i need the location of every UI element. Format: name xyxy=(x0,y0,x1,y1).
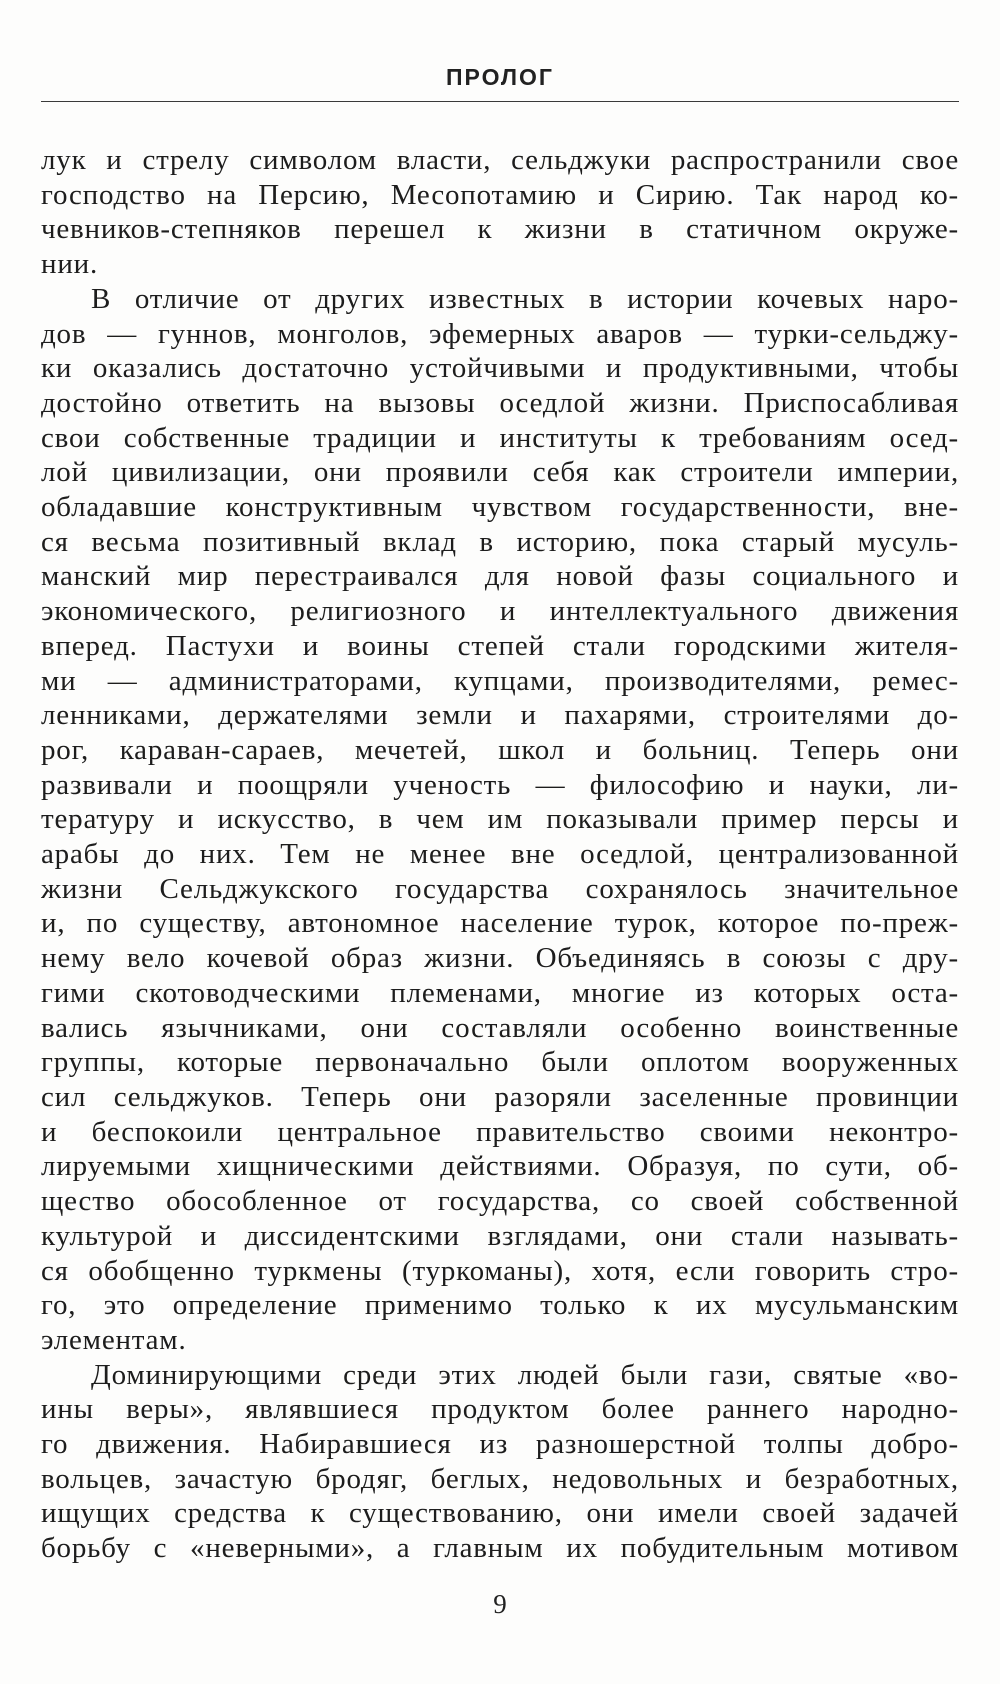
text-line: достойно ответить на вызовы оседлой жизни. Приспосабливая xyxy=(41,386,959,419)
text-line: развивали и поощряли ученость — философию и науки, ли- xyxy=(41,768,959,801)
text-line: борьбу с «неверными», а главным их побудительным мотивом xyxy=(41,1532,959,1565)
text-line: ки оказались достаточно устойчивыми и продуктивными, чтобы xyxy=(41,352,959,385)
text-line: го, это определение применимо только к их мусульманским xyxy=(41,1289,959,1322)
text-line: экономического, религиозного и интеллектуального движения xyxy=(41,595,959,628)
paragraph-1 xyxy=(41,143,959,282)
text-line: культурой и диссидентскими взглядами, они стали называть- xyxy=(41,1219,959,1252)
body-text xyxy=(41,143,959,1566)
text-line: и, по существу, автономное население турок, которое по-преж- xyxy=(41,907,959,940)
text-line: нии. xyxy=(41,248,99,281)
text-line: лук и стрелу символом власти, сельджуки распространили свое xyxy=(41,144,959,176)
running-head-rule xyxy=(41,101,959,102)
text-line: жизни Сельджукского государства сохранялось значительное xyxy=(41,872,959,905)
text-line: ищущих средства к существованию, они имели своей задачей xyxy=(41,1497,959,1530)
running-head-title: ПРОЛОГ xyxy=(446,64,554,90)
text-line: тературу и искусство, в чем им показывали пример персы и xyxy=(41,803,959,836)
paragraph-2 xyxy=(41,282,959,1358)
text-line: ины веры», являвшиеся продуктом более раннего народно- xyxy=(41,1393,959,1426)
text-line: элементам. xyxy=(41,1323,187,1356)
text-line: гими скотоводческими племенами, многие из которых оста- xyxy=(41,976,959,1009)
text-line: рог, караван-сараев, мечетей, школ и больниц. Теперь они xyxy=(41,733,959,766)
text-line: лируемыми хищническими действиями. Образуя, по сути, об- xyxy=(41,1150,959,1183)
text-line: Доминирующими среди этих людей были гази, святые «во- xyxy=(91,1358,959,1391)
text-line: вперед. Пастухи и воины степей стали городскими жителя- xyxy=(41,629,959,662)
text-line: вались язычниками, они составляли особенно воинственные xyxy=(41,1011,959,1044)
page-number: 9 xyxy=(493,1589,507,1619)
paragraph-3 xyxy=(41,1358,959,1566)
text-line: господство на Персию, Месопотамию и Сирию. Так народ ко- xyxy=(41,178,959,211)
text-line: обладавшие конструктивным чувством государственности, вне- xyxy=(41,491,959,524)
text-line: вольцев, зачастую бродяг, беглых, недовольных и безработных, xyxy=(41,1462,959,1495)
text-line: дов — гуннов, монголов, эфемерных аваров — турки-сельджу- xyxy=(41,317,959,350)
text-line: арабы до них. Тем не менее вне оседлой, централизованной xyxy=(41,838,959,871)
text-line: чевников-степняков перешел к жизни в статичном окруже- xyxy=(41,213,959,246)
text-line: ми — администраторами, купцами, производителями, ремес- xyxy=(41,664,959,697)
text-line: свои собственные традиции и институты к требованиям осед- xyxy=(41,421,959,454)
text-line: ленниками, держателями земли и пахарями, строителями до- xyxy=(41,699,959,732)
text-line: лой цивилизации, они проявили себя как строители империи, xyxy=(41,456,959,489)
text-line: сил сельджуков. Теперь они разоряли заселенные провинции xyxy=(41,1080,959,1113)
text-line: манский мир перестраивался для новой фазы социального и xyxy=(41,560,959,593)
text-line: В отличие от других известных в истории кочевых наро- xyxy=(91,282,959,315)
text-line: и беспокоили центральное правительство своими неконтро- xyxy=(41,1115,959,1148)
text-line: ся весьма позитивный вклад в историю, пока старый мусуль- xyxy=(41,525,959,558)
text-line: го движения. Набиравшиеся из разношерстной толпы добро- xyxy=(41,1428,959,1461)
text-line: группы, которые первоначально были оплотом вооруженных xyxy=(41,1046,959,1079)
text-line: нему вело кочевой образ жизни. Объединяясь в союзы с дру- xyxy=(41,942,959,975)
text-line: ся обобщенно туркмены (туркоманы), хотя, если говорить стро- xyxy=(41,1254,959,1287)
text-line: щество обособленное от государства, со своей собственной xyxy=(41,1185,959,1218)
